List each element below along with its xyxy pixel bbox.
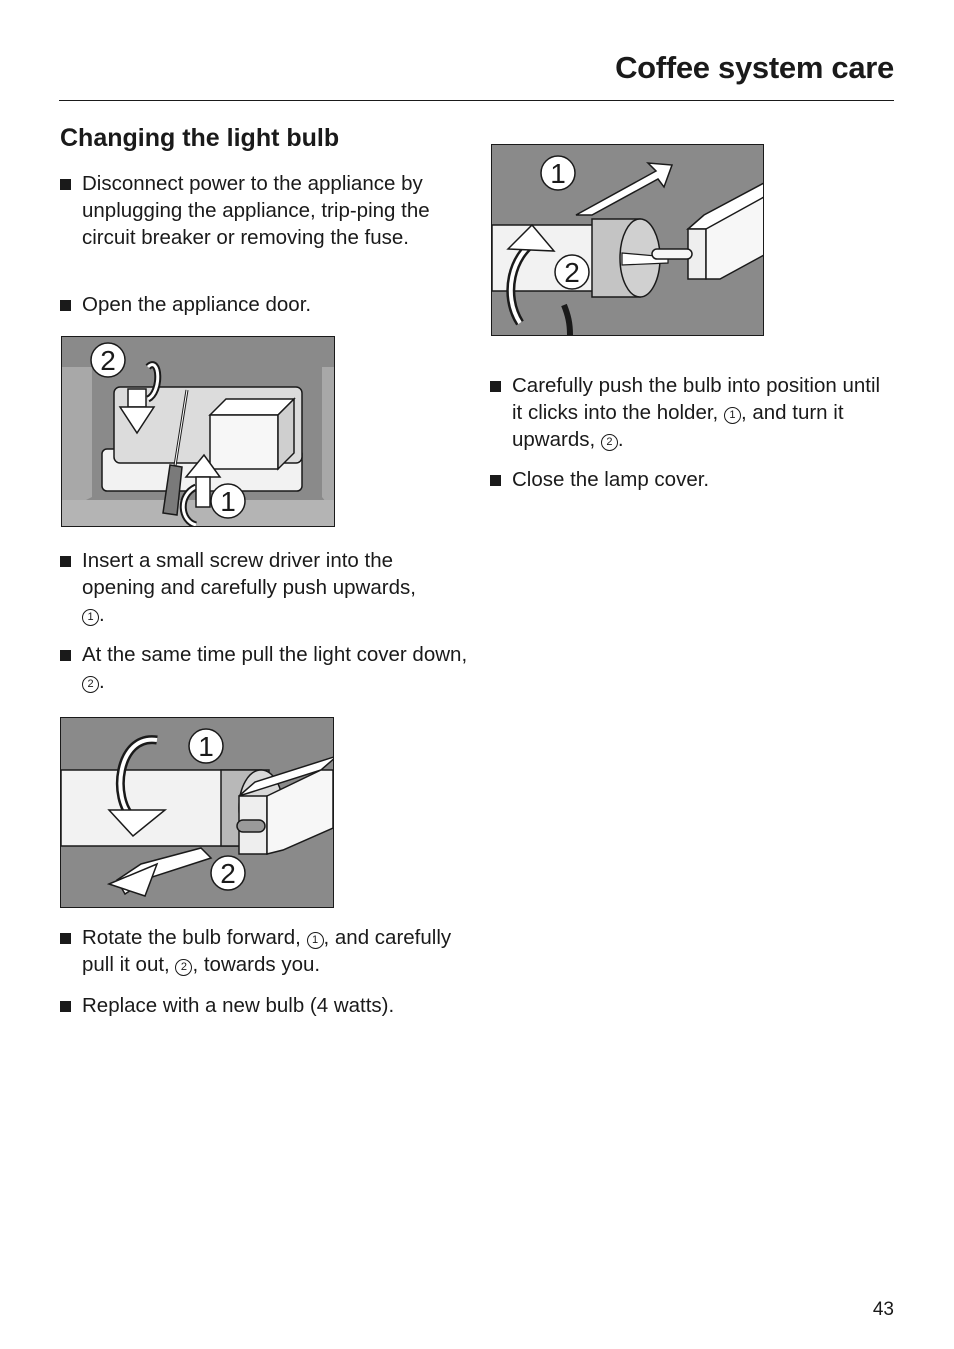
- bullet-square-icon: [60, 179, 71, 190]
- step-text: Rotate the bulb forward, 1 , and carefully pull it out, 2 , towards you.: [82, 926, 452, 976]
- figure-open-light-cover: [61, 336, 335, 527]
- step-text: Replace with a new bulb (4 watts).: [82, 994, 395, 1017]
- step-text: At the same time pull the light cover down, 2 .: [82, 643, 468, 693]
- step-open-door: [60, 291, 460, 318]
- figure-label: 1: [220, 486, 236, 517]
- section-title: Changing the light bulb: [60, 124, 340, 152]
- step-replace-bulb: [60, 992, 470, 1019]
- step-text: Open the appliance door.: [82, 293, 312, 316]
- step-rotate-and-pull-bulb: [60, 924, 470, 978]
- figure-label: 2: [220, 858, 236, 889]
- bullet-square-icon: [490, 475, 501, 486]
- step-ref-marker: 2: [82, 676, 99, 693]
- figure-label: 2: [100, 345, 116, 376]
- step-ref-marker: 1: [307, 932, 324, 949]
- header-divider: [59, 100, 894, 101]
- figure-remove-bulb: [60, 717, 334, 908]
- bullet-square-icon: [60, 1001, 71, 1012]
- step-text: Disconnect power to the appliance by unplugging the appliance, trip-ping the circuit breaker or removing the fuse.: [82, 172, 430, 249]
- figure-label: 1: [550, 158, 566, 189]
- step-push-bulb-in: [490, 372, 890, 453]
- step-ref-marker: 1: [82, 609, 99, 626]
- step-ref-marker: 2: [601, 434, 618, 451]
- step-close-lamp-cover: [490, 466, 890, 493]
- illustration-screwdriver-lamp-cover: [62, 337, 334, 526]
- page-number: 43: [872, 1299, 894, 1320]
- step-text: Close the lamp cover.: [512, 468, 710, 491]
- bullet-square-icon: [60, 300, 71, 311]
- step-disconnect-power: [60, 170, 460, 251]
- figure-label: 1: [198, 731, 214, 762]
- figure-label: 2: [564, 257, 580, 288]
- step-ref-marker: 1: [724, 407, 741, 424]
- step-text: Insert a small screw driver into the opening and carefully push upwards, 1 .: [82, 549, 416, 626]
- bullet-square-icon: [60, 556, 71, 567]
- illustration-push-bulb-in: [492, 145, 763, 335]
- step-ref-marker: 2: [175, 959, 192, 976]
- step-insert-screwdriver: [60, 547, 470, 628]
- figure-insert-bulb: [491, 144, 764, 336]
- step-text: Carefully push the bulb into position until it clicks into the holder, 1 , and turn it upwards, 2 .: [512, 374, 881, 451]
- bullet-square-icon: [60, 650, 71, 661]
- bullet-square-icon: [490, 381, 501, 392]
- step-pull-cover-down: [60, 641, 470, 695]
- bullet-square-icon: [60, 933, 71, 944]
- illustration-rotate-bulb-out: [61, 718, 333, 907]
- page-header-title: Coffee system care: [615, 50, 894, 85]
